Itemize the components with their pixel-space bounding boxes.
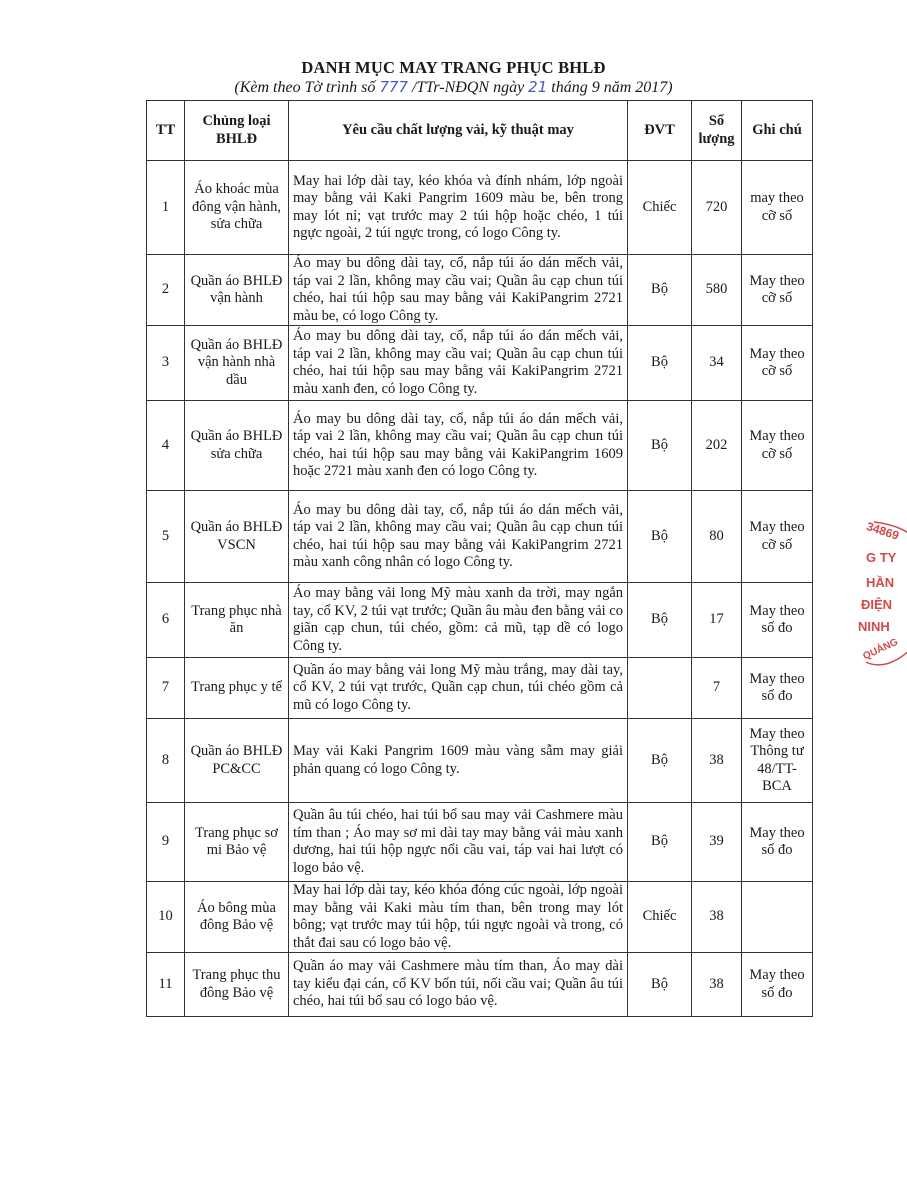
row-quantity: 38 <box>692 953 742 1017</box>
header-unit: ĐVT <box>628 101 692 161</box>
row-number: 9 <box>147 803 185 882</box>
row-quantity: 17 <box>692 583 742 658</box>
table-row <box>147 803 813 882</box>
table-row <box>147 719 813 803</box>
row-requirements: May hai lớp dài tay, kéo khóa đóng cúc ngoài, lớp ngoài may bằng vải Kaki màu tím than, bên trong may lót bông; vạt trước may túi hộp, túi ngực ngoài và trong, có thắt đai sau có logo bảo vệ. <box>289 882 628 953</box>
row-quantity: 720 <box>692 161 742 255</box>
row-requirements: Áo may bằng vải long Mỹ màu xanh da trời, may ngắn tay, cổ KV, 2 túi vạt trước; Quần âu màu đen bằng vải co giãn cạp chun, túi chéo, gồm: cả mũ, tạp dề có logo Công ty. <box>289 583 628 658</box>
handwritten-number: 777 <box>379 78 409 96</box>
row-unit: Bộ <box>628 401 692 491</box>
row-number: 5 <box>147 491 185 583</box>
row-unit: Bộ <box>628 255 692 326</box>
table-row <box>147 491 813 583</box>
row-unit <box>628 658 692 719</box>
uniform-list-table <box>146 100 813 1017</box>
table-row <box>147 401 813 491</box>
row-requirements: Áo may bu dông dài tay, cổ, nắp túi áo dán mếch vải, táp vai 2 lần, không may cầu vai; Quần âu cạp chun túi chéo, hai túi hộp sau may bằng vải KakiPangrim 1609 hoặc 2721 màu xanh đen có logo Công ty. <box>289 401 628 491</box>
table-row <box>147 161 813 255</box>
row-type: Áo khoác mùa đông vận hành, sửa chữa <box>185 161 289 255</box>
row-type: Quần áo BHLĐ VSCN <box>185 491 289 583</box>
row-number: 3 <box>147 326 185 401</box>
row-unit: Bộ <box>628 491 692 583</box>
stamp-line: QUẢNG <box>861 636 900 663</box>
row-unit: Bộ <box>628 719 692 803</box>
row-quantity: 580 <box>692 255 742 326</box>
stamp-line: HẦN <box>866 575 895 590</box>
row-requirements: Áo may bu dông dài tay, cổ, nắp túi áo dán mếch vải, táp vai 2 lần, không may cầu vai; Quần âu cạp chun túi chéo, hai túi hộp sau may bằng vải KakiPangrim 2721 màu xanh đen, có logo Công ty. <box>289 326 628 401</box>
document-subtitle <box>0 78 907 97</box>
row-note: may theo cỡ số <box>742 161 813 255</box>
row-type: Quần áo BHLĐ vận hành nhà dầu <box>185 326 289 401</box>
row-unit: Bộ <box>628 583 692 658</box>
row-note <box>742 882 813 953</box>
header-requirements: Yêu cầu chất lượng vải, kỹ thuật may <box>289 101 628 161</box>
row-requirements: Quần âu túi chéo, hai túi bổ sau may vải Cashmere màu tím than ; Áo may sơ mi dài tay may bằng vải màu xanh dương, hai túi hộp ngực nối cầu vai, táp vai hai lượt có logo bảo vệ. <box>289 803 628 882</box>
table-header-row <box>147 101 813 161</box>
row-quantity: 7 <box>692 658 742 719</box>
row-requirements: Quần áo may vải Cashmere màu tím than, Áo may dài tay kiểu đại cán, cổ KV bốn túi, nối cầu vai; Quần âu túi chéo, hai túi bổ sau có logo bảo vệ. <box>289 953 628 1017</box>
row-quantity: 38 <box>692 719 742 803</box>
table-row <box>147 583 813 658</box>
row-number: 8 <box>147 719 185 803</box>
document-title: DANH MỤC MAY TRANG PHỤC BHLĐ <box>301 58 606 77</box>
row-unit: Bộ <box>628 953 692 1017</box>
row-quantity: 202 <box>692 401 742 491</box>
row-requirements: May vải Kaki Pangrim 1609 màu vàng sẫm may giải phản quang có logo Công ty. <box>289 719 628 803</box>
row-type: Trang phục nhà ăn <box>185 583 289 658</box>
row-note: May theo cỡ số <box>742 491 813 583</box>
header-note: Ghi chú <box>742 101 813 161</box>
row-unit: Chiếc <box>628 882 692 953</box>
row-unit: Bộ <box>628 803 692 882</box>
row-note: May theo cỡ số <box>742 326 813 401</box>
header-qty: Số lượng <box>692 101 742 161</box>
row-number: 1 <box>147 161 185 255</box>
row-number: 2 <box>147 255 185 326</box>
row-unit: Bộ <box>628 326 692 401</box>
subtitle-prefix: (Kèm theo Tờ trình số <box>234 79 380 96</box>
table-row <box>147 326 813 401</box>
row-number: 7 <box>147 658 185 719</box>
table-row <box>147 882 813 953</box>
row-requirements: May hai lớp dài tay, kéo khóa và đính nhám, lớp ngoài may bằng vải Kaki Pangrim 1609 màu be, bên trong may lót nỉ; vạt trước may 2 túi hộp hoặc chéo, 1 túi ngực ngoài, 2 túi ngực trong, có logo Công ty. <box>289 161 628 255</box>
row-note: May theo số đo <box>742 583 813 658</box>
row-note: May theo Thông tư 48/TT-BCA <box>742 719 813 803</box>
handwritten-day: 21 <box>528 78 548 96</box>
row-note: May theo số đo <box>742 803 813 882</box>
row-note: May theo số đo <box>742 953 813 1017</box>
row-type: Áo bông mùa đông Bảo vệ <box>185 882 289 953</box>
row-note: May theo cỡ số <box>742 255 813 326</box>
row-type: Quần áo BHLĐ sửa chữa <box>185 401 289 491</box>
table-row <box>147 658 813 719</box>
stamp-line: ĐIỆN <box>861 597 893 612</box>
row-quantity: 80 <box>692 491 742 583</box>
row-requirements: Áo may bu dông dài tay, cổ, nắp túi áo dán mếch vải, táp vai 2 lần, không may cầu vai; Quần âu cạp chun túi chéo, hai túi hộp sau may bằng vải KakiPangrim 2721 màu xanh công nhân có logo Công ty. <box>289 491 628 583</box>
row-number: 10 <box>147 882 185 953</box>
table-row <box>147 255 813 326</box>
row-requirements: Quần áo may bằng vải long Mỹ màu trắng, may dài tay, cổ KV, 2 túi vạt trước, Quần cạp chun, túi chéo gồm cả mũ có logo Công ty. <box>289 658 628 719</box>
company-stamp <box>852 520 907 680</box>
row-type: Quần áo BHLĐ PC&CC <box>185 719 289 803</box>
stamp-line: NINH <box>858 619 890 634</box>
table-row <box>147 953 813 1017</box>
row-number: 4 <box>147 401 185 491</box>
row-note: May theo cỡ số <box>742 401 813 491</box>
subtitle-middle: /TTr-NĐQN ngày <box>408 79 529 96</box>
row-number: 6 <box>147 583 185 658</box>
row-type: Trang phục y tế <box>185 658 289 719</box>
header-tt: TT <box>147 101 185 161</box>
row-type: Quần áo BHLĐ vận hành <box>185 255 289 326</box>
stamp-line: 34869 <box>864 519 901 543</box>
row-quantity: 38 <box>692 882 742 953</box>
row-number: 11 <box>147 953 185 1017</box>
row-type: Trang phục thu đông Bảo vệ <box>185 953 289 1017</box>
row-requirements: Áo may bu dông dài tay, cổ, nắp túi áo dán mếch vải, táp vai 2 lần, không may cầu vai; Quần âu cạp chun túi chéo, hai túi hộp sau may bằng vải KakiPangrim 2721 màu be, có logo Công ty. <box>289 255 628 326</box>
row-quantity: 34 <box>692 326 742 401</box>
header-type: Chủng loại BHLĐ <box>185 101 289 161</box>
row-unit: Chiếc <box>628 161 692 255</box>
subtitle-suffix: tháng 9 năm 2017) <box>547 79 673 96</box>
stamp-line: G TY <box>866 550 897 565</box>
row-type: Trang phục sơ mi Bảo vệ <box>185 803 289 882</box>
row-quantity: 39 <box>692 803 742 882</box>
row-note: May theo số đo <box>742 658 813 719</box>
